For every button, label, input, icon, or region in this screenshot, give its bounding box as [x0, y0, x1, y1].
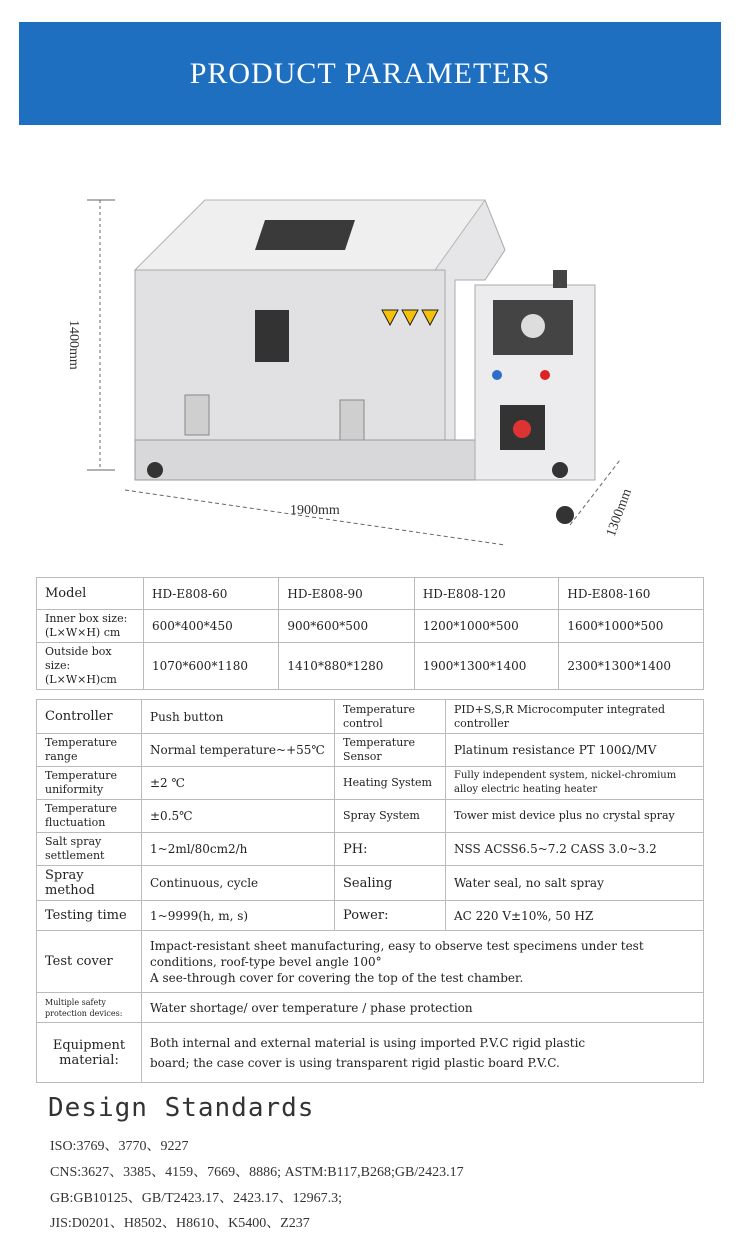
table-cell: Outside box size: (L×W×H)cm — [37, 643, 144, 690]
material-line-1: Both internal and external material is using imported P.V.C rigid plastic — [150, 1035, 586, 1050]
value-cell: Continuous, cycle — [142, 866, 335, 901]
value-cell: PID+S,S,R Microcomputer integrated controller — [446, 700, 704, 734]
label-cell: Salt spray settlement — [37, 833, 142, 866]
spec-table — [36, 699, 704, 1083]
table-cell: 1900*1300*1400 — [414, 643, 559, 690]
label-cell: Sealing — [335, 866, 446, 901]
table-cell: Model — [37, 578, 144, 610]
height-dimension-label: 1400mm — [66, 320, 81, 370]
label-cell: Temperature range — [37, 734, 142, 767]
label-cell: Test cover — [37, 931, 142, 993]
table-cell: 1600*1000*500 — [559, 610, 704, 643]
standard-line: ISO:3769、3770、9227 — [50, 1139, 189, 1154]
table-cell: HD-E808-60 — [144, 578, 279, 610]
table-row — [37, 1023, 704, 1083]
table-row — [37, 734, 704, 767]
label-cell: Temperature control — [335, 700, 446, 734]
label-cell: Temperature Sensor — [335, 734, 446, 767]
table-row — [37, 866, 704, 901]
table-cell: Inner box size: (L×W×H) cm — [37, 610, 144, 643]
label-cell: Temperature fluctuation — [37, 800, 142, 833]
table-row — [37, 700, 704, 734]
table-row — [37, 901, 704, 931]
table-cell: 1200*1000*500 — [414, 610, 559, 643]
table-cell: HD-E808-90 — [279, 578, 414, 610]
table-row — [37, 643, 704, 690]
label-cell: Heating System — [335, 767, 446, 800]
value-cell: Push button — [142, 700, 335, 734]
title-banner — [19, 22, 721, 125]
value-cell — [142, 931, 704, 993]
label-cell: Controller — [37, 700, 142, 734]
table-row — [37, 800, 704, 833]
material-line-2: board; the case cover is using transparent rigid plastic board P.V.C. — [150, 1055, 560, 1070]
table-row — [37, 578, 704, 610]
value-cell: NSS ACSS6.5~7.2 CASS 3.0~3.2 — [446, 833, 704, 866]
salt-spray-chamber-drawing — [75, 170, 675, 560]
label-cell: Power: — [335, 901, 446, 931]
value-cell — [142, 1023, 704, 1083]
test-cover-line-2: A see-through cover for covering the top of the test chamber. — [150, 970, 524, 985]
product-illustration — [66, 170, 675, 560]
table-cell: 1070*600*1180 — [144, 643, 279, 690]
label-cell: Spray method — [37, 866, 142, 901]
table-cell: 900*600*500 — [279, 610, 414, 643]
value-cell: ±0.5℃ — [142, 800, 335, 833]
label-cell: Multiple safety protection devices: — [37, 993, 142, 1023]
table-cell: HD-E808-160 — [559, 578, 704, 610]
depth-dimension-label: 1300mm — [603, 486, 635, 539]
design-standards-title: Design Standards — [48, 1093, 315, 1123]
table-cell: 2300*1300*1400 — [559, 643, 704, 690]
table-row — [37, 767, 704, 800]
table-cell: HD-E808-120 — [414, 578, 559, 610]
table-row — [37, 610, 704, 643]
models-table — [36, 577, 704, 690]
label-cell: Spray System — [335, 800, 446, 833]
value-cell: Platinum resistance PT 100Ω/MV — [446, 734, 704, 767]
label-cell: Testing time — [37, 901, 142, 931]
table-row — [37, 993, 704, 1023]
label-cell: Equipment material: — [37, 1023, 142, 1083]
value-cell: Fully independent system, nickel-chromium alloy electric heating heater — [446, 767, 704, 800]
width-dimension-label: 1900mm — [290, 503, 340, 518]
value-cell: ±2 ℃ — [142, 767, 335, 800]
table-cell: 600*400*450 — [144, 610, 279, 643]
table-cell: 1410*880*1280 — [279, 643, 414, 690]
test-cover-line-1: Impact-resistant sheet manufacturing, easy to observe test specimens under test conditions, roof-type bevel angle 100° — [150, 938, 644, 969]
value-cell: 1~9999(h, m, s) — [142, 901, 335, 931]
standard-line: CNS:3627、3385、4159、7669、8886; ASTM:B117,B268;GB/2423.17 — [50, 1165, 464, 1180]
table-row — [37, 833, 704, 866]
value-cell: AC 220 V±10%, 50 HZ — [446, 901, 704, 931]
standard-line: GB:GB10125、GB/T2423.17、2423.17、12967.3; — [50, 1191, 343, 1206]
standard-line: JIS:D0201、H8502、H8610、K5400、Z237 — [50, 1216, 310, 1231]
value-cell: Normal temperature~+55℃ — [142, 734, 335, 767]
label-cell: PH: — [335, 833, 446, 866]
banner-title: PRODUCT PARAMETERS — [189, 56, 551, 90]
label-cell: Temperature uniformity — [37, 767, 142, 800]
table-row — [37, 931, 704, 993]
value-cell: Water seal, no salt spray — [446, 866, 704, 901]
value-cell: 1~2ml/80cm2/h — [142, 833, 335, 866]
value-cell: Tower mist device plus no crystal spray — [446, 800, 704, 833]
value-cell: Water shortage/ over temperature / phase protection — [142, 993, 704, 1023]
